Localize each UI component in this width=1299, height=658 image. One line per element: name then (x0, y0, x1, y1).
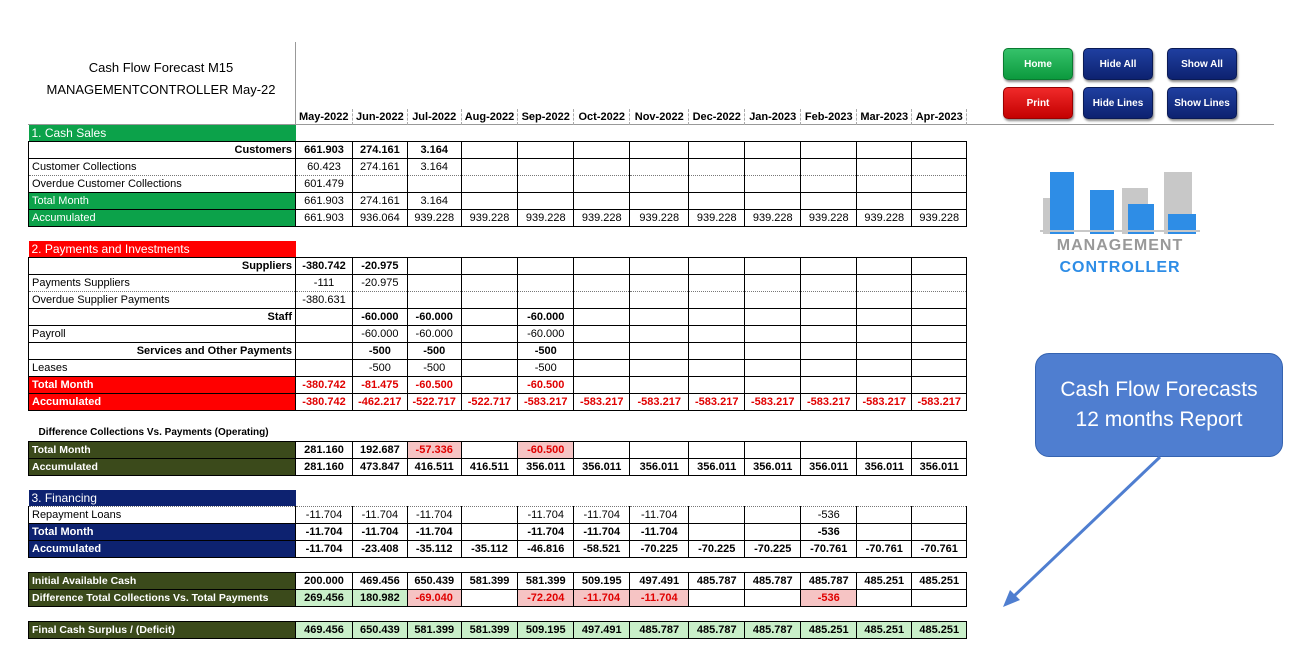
financing-header-label: 3. Financing (29, 490, 296, 507)
row-label: Total Month (29, 193, 296, 210)
value-cell: 939.228 (745, 210, 801, 227)
value-cell: 60.423 (296, 159, 353, 176)
value-cell: 416.511 (461, 459, 518, 476)
value-cell: 200.000 (296, 573, 353, 590)
value-cell: 939.228 (857, 210, 912, 227)
value-cell: 650.439 (407, 573, 461, 590)
value-cell: -69.040 (407, 590, 461, 607)
month-header: Aug-2022 (461, 109, 518, 125)
value-cell: 661.903 (296, 142, 353, 159)
row-label: Total Month (29, 524, 296, 541)
value-cell: -380.631 (296, 292, 353, 309)
value-cell: 469.456 (296, 622, 353, 639)
value-cell: 601.479 (296, 176, 353, 193)
value-cell: 485.251 (912, 622, 967, 639)
value-cell: 356.011 (857, 459, 912, 476)
value-cell: 581.399 (518, 573, 574, 590)
value-cell: -583.217 (912, 394, 967, 411)
value-cell: -20.975 (353, 258, 408, 275)
value-cell: -500 (353, 360, 408, 377)
payments-header-label: 2. Payments and Investments (29, 241, 296, 258)
value-cell: 356.011 (801, 459, 857, 476)
row-label: Accumulated (29, 394, 296, 411)
value-cell: -111 (296, 275, 353, 292)
value-cell: -462.217 (353, 394, 408, 411)
month-header: Sep-2022 (518, 109, 574, 125)
value-cell: -11.704 (353, 507, 408, 524)
callout-line2: 12 months Report (1075, 408, 1243, 431)
hide-all-button[interactable]: Hide All (1083, 48, 1153, 80)
value-cell: -583.217 (745, 394, 801, 411)
value-cell: -60.000 (518, 309, 574, 326)
value-cell: 661.903 (296, 193, 353, 210)
row-label: Repayment Loans (29, 507, 296, 524)
value-cell: 939.228 (912, 210, 967, 227)
row-label: Accumulated (29, 459, 296, 476)
row-label: Initial Available Cash (29, 573, 296, 590)
hide-lines-button[interactable]: Hide Lines (1083, 87, 1153, 119)
value-cell: -380.742 (296, 258, 353, 275)
value-cell: -35.112 (407, 541, 461, 558)
value-cell: -583.217 (857, 394, 912, 411)
value-cell: -46.816 (518, 541, 574, 558)
value-cell: -11.704 (574, 590, 630, 607)
callout-line1: Cash Flow Forecasts (1060, 378, 1258, 401)
value-cell: 581.399 (461, 622, 518, 639)
show-all-button[interactable]: Show All (1167, 48, 1237, 80)
value-cell: 416.511 (407, 459, 461, 476)
value-cell: -60.000 (407, 309, 461, 326)
value-cell: -70.225 (689, 541, 745, 558)
value-cell: 939.228 (407, 210, 461, 227)
row-label: Total Month (29, 442, 296, 459)
value-cell: 192.687 (353, 442, 408, 459)
month-header: Jan-2023 (745, 109, 801, 125)
value-cell: 274.161 (353, 159, 408, 176)
value-cell: 581.399 (461, 573, 518, 590)
value-cell: 485.787 (689, 622, 745, 639)
row-label: Accumulated (29, 541, 296, 558)
value-cell: 469.456 (353, 573, 408, 590)
row-label: Total Month (29, 377, 296, 394)
month-header: Oct-2022 (574, 109, 630, 125)
value-cell: -35.112 (461, 541, 518, 558)
row-label: Leases (29, 360, 296, 377)
value-cell: 356.011 (518, 459, 574, 476)
value-cell: -81.475 (353, 377, 408, 394)
month-header: Jul-2022 (407, 109, 461, 125)
value-cell: 274.161 (353, 193, 408, 210)
value-cell: 3.164 (407, 159, 461, 176)
value-cell: -11.704 (296, 541, 353, 558)
value-cell: -60.500 (518, 442, 574, 459)
value-cell: 661.903 (296, 210, 353, 227)
row-label: Customer Collections (29, 159, 296, 176)
value-cell: -583.217 (801, 394, 857, 411)
value-cell: 180.982 (353, 590, 408, 607)
value-cell: -70.225 (745, 541, 801, 558)
logo-text-controller: CONTROLLER (1059, 259, 1181, 276)
value-cell: -583.217 (630, 394, 689, 411)
value-cell: 281.160 (296, 442, 353, 459)
month-header: Dec-2022 (689, 109, 745, 125)
value-cell: 939.228 (518, 210, 574, 227)
show-lines-button[interactable]: Show Lines (1167, 87, 1237, 119)
value-cell: -11.704 (630, 507, 689, 524)
row-label: Payments Suppliers (29, 275, 296, 292)
value-cell: -11.704 (630, 524, 689, 541)
value-cell: 936.064 (353, 210, 408, 227)
value-cell: -11.704 (296, 524, 353, 541)
value-cell: -583.217 (518, 394, 574, 411)
value-cell: -11.704 (518, 524, 574, 541)
value-cell: 356.011 (745, 459, 801, 476)
value-cell: 485.251 (857, 622, 912, 639)
value-cell: -23.408 (353, 541, 408, 558)
value-cell: 269.456 (296, 590, 353, 607)
value-cell: 485.787 (745, 573, 801, 590)
row-label: Final Cash Surplus / (Deficit) (29, 622, 296, 639)
value-cell: -20.975 (353, 275, 408, 292)
value-cell: -536 (801, 507, 857, 524)
logo-text-management: MANAGEMENT (1056, 237, 1184, 254)
value-cell: -11.704 (407, 524, 461, 541)
value-cell: -70.761 (801, 541, 857, 558)
value-cell: -11.704 (574, 524, 630, 541)
row-label: Services and Other Payments (29, 343, 296, 360)
value-cell: 3.164 (407, 142, 461, 159)
value-cell: -60.000 (353, 309, 408, 326)
value-cell: 485.787 (689, 573, 745, 590)
value-cell: -60.000 (353, 326, 408, 343)
callout-arrow-line (1012, 457, 1160, 598)
print-button[interactable]: Print (1003, 87, 1073, 119)
difference-header-label: Difference Collections Vs. Payments (Operating) (38, 427, 269, 438)
home-button[interactable]: Home (1003, 48, 1073, 80)
value-cell: 485.251 (857, 573, 912, 590)
report-title-line1: Cash Flow Forecast M15 (88, 60, 234, 75)
value-cell: -11.704 (630, 590, 689, 607)
row-label: Overdue Supplier Payments (29, 292, 296, 309)
value-cell: 485.787 (630, 622, 689, 639)
row-label: Accumulated (29, 210, 296, 227)
cash-sales-header-label: 1. Cash Sales (29, 125, 296, 142)
value-cell: 485.787 (745, 622, 801, 639)
value-cell: -60.500 (518, 377, 574, 394)
value-cell: -70.761 (857, 541, 912, 558)
value-cell: -11.704 (574, 507, 630, 524)
value-cell: 650.439 (353, 622, 408, 639)
value-cell: 581.399 (407, 622, 461, 639)
value-cell: 939.228 (461, 210, 518, 227)
value-cell: -500 (407, 343, 461, 360)
value-cell: -536 (801, 524, 857, 541)
month-header: Feb-2023 (801, 109, 857, 125)
value-cell: -60.000 (518, 326, 574, 343)
month-header: Mar-2023 (857, 109, 912, 125)
value-cell: 356.011 (689, 459, 745, 476)
value-cell: 509.195 (518, 622, 574, 639)
value-cell: 274.161 (353, 142, 408, 159)
row-label: Suppliers (29, 258, 296, 275)
value-cell: -380.742 (296, 377, 353, 394)
value-cell: -380.742 (296, 394, 353, 411)
row-label: Overdue Customer Collections (29, 176, 296, 193)
value-cell: -72.204 (518, 590, 574, 607)
row-label: Customers (29, 142, 296, 159)
report-title-line2: MANAGEMENTCONTROLLER May-22 (46, 82, 276, 97)
value-cell: 356.011 (574, 459, 630, 476)
month-header: Jun-2022 (353, 109, 408, 125)
value-cell: -11.704 (518, 507, 574, 524)
month-header: Nov-2022 (630, 109, 689, 125)
value-cell: -583.217 (689, 394, 745, 411)
value-cell: -500 (353, 343, 408, 360)
value-cell: -522.717 (461, 394, 518, 411)
value-cell: -57.336 (407, 442, 461, 459)
value-cell: 356.011 (912, 459, 967, 476)
value-cell: 939.228 (630, 210, 689, 227)
value-cell: 473.847 (353, 459, 408, 476)
row-label: Staff (29, 309, 296, 326)
value-cell: -60.500 (407, 377, 461, 394)
value-cell: 939.228 (801, 210, 857, 227)
value-cell: -500 (518, 360, 574, 377)
value-cell: -11.704 (407, 507, 461, 524)
value-cell: 3.164 (407, 193, 461, 210)
value-cell: 497.491 (630, 573, 689, 590)
month-header: Apr-2023 (912, 109, 967, 125)
value-cell: 497.491 (574, 622, 630, 639)
value-cell: -583.217 (574, 394, 630, 411)
value-cell: -500 (407, 360, 461, 377)
month-header: May-2022 (296, 109, 353, 125)
value-cell: -500 (518, 343, 574, 360)
value-cell: 485.787 (801, 573, 857, 590)
value-cell: -522.717 (407, 394, 461, 411)
value-cell: 485.251 (912, 573, 967, 590)
value-cell: -11.704 (296, 507, 353, 524)
value-cell: 281.160 (296, 459, 353, 476)
value-cell: 509.195 (574, 573, 630, 590)
row-label: Difference Total Collections Vs. Total Payments (29, 590, 296, 607)
row-label: Payroll (29, 326, 296, 343)
value-cell: -70.225 (630, 541, 689, 558)
value-cell: -70.761 (912, 541, 967, 558)
value-cell: -536 (801, 590, 857, 607)
value-cell: -60.000 (407, 326, 461, 343)
value-cell: -58.521 (574, 541, 630, 558)
value-cell: 485.251 (801, 622, 857, 639)
value-cell: -11.704 (353, 524, 408, 541)
value-cell: 939.228 (574, 210, 630, 227)
value-cell: 939.228 (689, 210, 745, 227)
value-cell: 356.011 (630, 459, 689, 476)
